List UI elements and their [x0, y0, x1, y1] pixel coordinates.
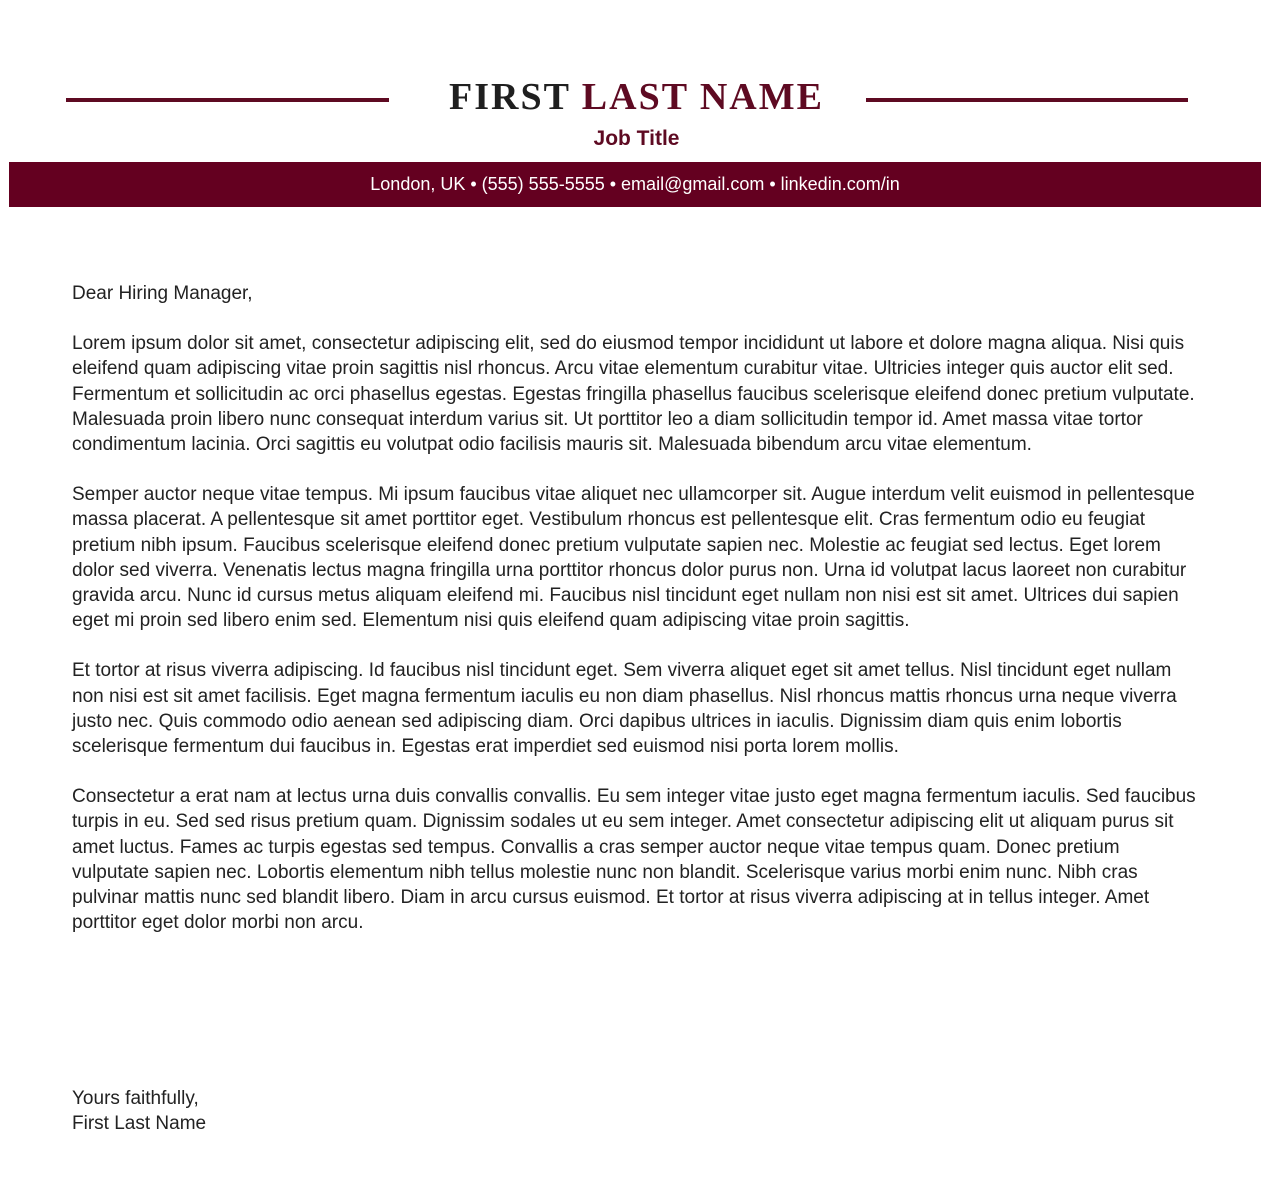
first-name: FIRST [449, 76, 571, 118]
job-title: Job Title [593, 127, 680, 150]
closing-phrase: Yours faithfully, [72, 1088, 199, 1109]
paragraph: Et tortor at risus viverra adipiscing. Id faucibus nisl tincidunt eget. Sem viverra aliquet eget sit amet tellus. Nisl tincidunt eget nullam non nisi est sit amet facilisis. Eget magna fermentum iaculis eu non diam phasellus. Nisl rhoncus mattis rhoncus urna neque viverra justo nec. Quis commodo odio aenean sed adipiscing diam. Orci dapibus ultrices in iaculis. Dignissim diam quis enim lobortis scelerisque fermentum dui faucibus in. Egestas erat imperdiet sed euismod nisi porta lorem mollis. [72, 660, 1177, 758]
paragraph: Consectetur a erat nam at lectus urna duis convallis convallis. Eu sem integer vitae justo eget magna fermentum iaculis. Sed faucibus turpis in eu. Sed sed risus pretium quam. Dignissim sodales ut eu sem integer. Amet consectetur adipiscing elit ut aliquam purus sit amet luctus. Fames ac turpis egestas sed tempus. Convallis a cras semper auctor neque vitae tempus quam. Donec pretium vulputate sapien nec. Lobortis elementum nibh tellus molestie nunc non blandit. Scelerisque varius morbi enim nunc. Nibh cras pulvinar mattis nunc sed blandit libero. Diam in arcu cursus euismod. Et tortor at risus viverra adipiscing at in tellus integer. Amet porttitor eget dolor morbi non arcu. [72, 786, 1196, 934]
applicant-name [0, 74, 1273, 120]
contact-bar [9, 162, 1261, 207]
letter-header [0, 0, 1273, 160]
salutation: Dear Hiring Manager, [72, 283, 253, 304]
signature-name: First Last Name [72, 1113, 207, 1135]
letter-body [72, 281, 1200, 960]
paragraph: Lorem ipsum dolor sit amet, consectetur adipiscing elit, sed do eiusmod tempor incididunt ut labore et dolore magna aliqua. Nisi quis eleifend quam adipiscing vitae proin sagittis nisl rhoncus. Arcu vitae elementum curabitur vitae. Ultricies integer quis auctor elit sed. Fermentum et sollicitudin ac orci phasellus egestas. Egestas fringilla phasellus faucibus scelerisque eleifend donec pretium vulputate. Malesuada proin libero nunc consequat interdum varius sit. Ut porttitor leo a diam sollicitudin tempor id. Amet massa vitae tortor condimentum lacinia. Orci sagittis eu volutpat odio facilisis mauris sit. Malesuada bibendum arcu vitae elementum. [72, 333, 1195, 456]
paragraph: Semper auctor neque vitae tempus. Mi ipsum faucibus vitae aliquet nec ullamcorper sit. Augue interdum velit euismod in pellentesque massa placerat. A pellentesque sit amet porttitor eget. Vestibulum rhoncus est pellentesque elit. Cras fermentum odio eu feugiat pretium nibh ipsum. Faucibus scelerisque eleifend donec pretium vulputate sapien nec. Molestie ac feugiat sed lectus. Eget lorem dolor sed viverra. Venenatis lectus magna fringilla urna porttitor rhoncus dolor purus non. Urna id volutpat lacus laoreet non curabitur gravida arcu. Nunc id cursus metus aliquam eleifend mi. Faucibus nisl tincidunt eget nullam non nisi est sit amet. Ultrices dui sapien eget mi proin sed libero enim sed. Elementum nisi quis eleifend quam adipiscing vitae proin sagittis. [72, 484, 1195, 632]
last-name: LAST NAME [581, 76, 824, 118]
contact-line: London, UK • (555) 555-5555 • email@gmail.com • linkedin.com/in [370, 174, 900, 194]
letter-closing [72, 1086, 206, 1136]
